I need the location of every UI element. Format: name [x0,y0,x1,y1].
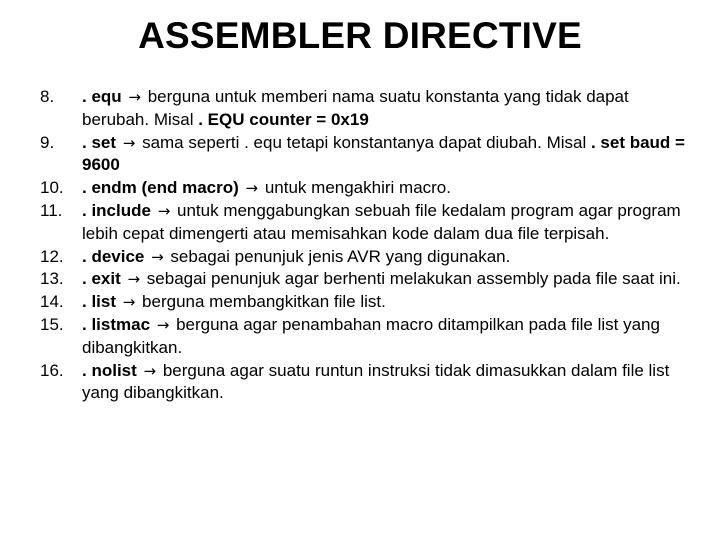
item-content [82,86,700,132]
arrow-right-icon: → [156,315,170,334]
item-example: . EQU counter = 0x19 [198,109,369,129]
item-number: 14. [40,292,64,312]
item-number: 9. [40,132,55,152]
item-description: sama seperti . equ tetapi konstantanya dapat diubah. Misal [137,132,591,152]
item-description: berguna agar suatu runtun instruksi tidak dimasukkan dalam file list yang dibangkitkan. [82,360,670,403]
item-description: untuk menggabungkan sebuah file kedalam program agar program lebih cepat dimengerti atau memisahkan kode dalam dua file terpisah. [82,200,681,243]
arrow-right-icon: → [122,293,136,312]
list-item [40,132,700,178]
list-item [40,268,700,291]
list-item [40,360,700,406]
directive-keyword: . nolist [82,360,137,380]
list-item [40,200,700,246]
slide-title: ASSEMBLER DIRECTIVE [138,15,582,56]
directive-keyword: . device [82,246,145,266]
directive-keyword: . endm (end macro) [82,178,239,198]
arrow-right-icon: → [122,133,136,152]
item-number: 16. [40,360,64,380]
directive-list [40,86,700,405]
item-description: berguna untuk memberi nama suatu konstanta yang tidak dapat berubah. Misal [82,87,629,129]
item-description: berguna agar penambahan macro ditampilkan pada file list yang dibangkitkan. [82,314,660,357]
item-number: 15. [40,314,64,334]
directive-keyword: . exit [82,269,121,289]
item-content [82,314,700,360]
list-item [40,177,700,200]
list-item [40,246,700,269]
directive-keyword: . set [82,132,117,152]
directive-keyword: . equ [82,87,122,106]
item-number: 10. [40,178,64,198]
arrow-right-icon: → [151,247,164,266]
list-item [40,86,700,132]
item-content [82,268,700,291]
arrow-right-icon: → [143,361,157,380]
item-content [82,177,700,200]
item-number: 8. [40,87,55,106]
item-description: sebagai penunjuk agar berhenti melakukan assembly pada file saat ini. [142,269,681,289]
arrow-right-icon: → [128,88,141,106]
list-item [40,291,700,314]
arrow-right-icon: → [157,201,171,220]
directive-keyword: . include [82,200,151,220]
arrow-right-icon: → [127,270,141,289]
item-content [82,360,700,406]
item-number: 11. [40,200,63,220]
item-example: . set baud = 9600 [82,132,685,175]
item-content [82,200,700,246]
directive-keyword: . list [82,292,117,312]
directive-keyword: . listmac [82,314,151,334]
item-content [82,246,700,269]
item-number: 13. [40,269,64,289]
item-description: sebagai penunjuk jenis AVR yang digunakan. [165,246,511,266]
list-item [40,314,700,360]
item-content [82,291,700,314]
item-number: 12. [40,246,64,266]
item-content [82,132,700,178]
item-description: berguna membangkitkan file list. [137,292,386,312]
arrow-right-icon: → [245,179,259,198]
item-description: untuk mengakhiri macro. [260,178,451,198]
